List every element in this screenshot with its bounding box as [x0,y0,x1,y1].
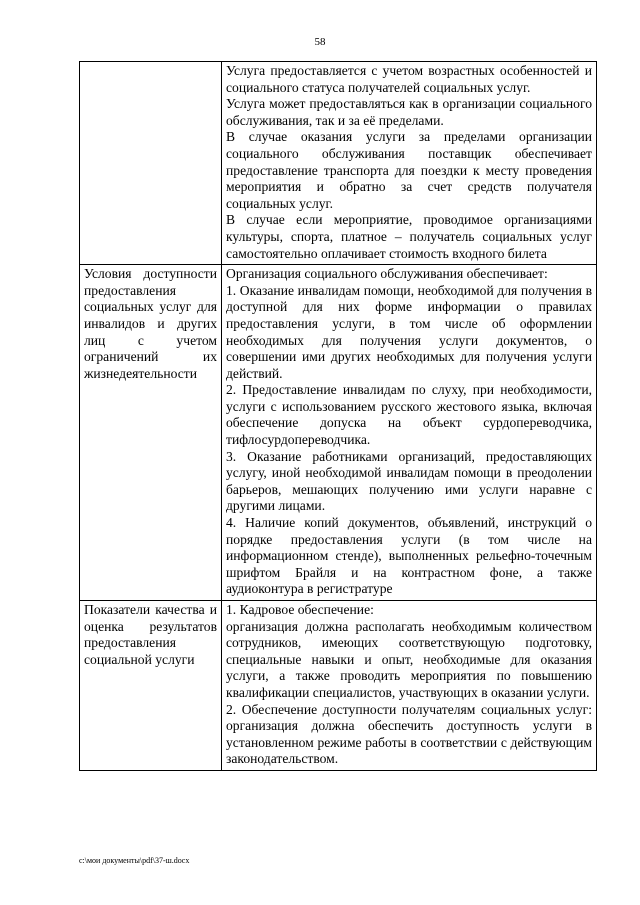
row-label-cell [80,62,222,265]
paragraph: 4. Наличие копий документов, объявлений, инструкций о порядке предоставления услуги (в том числе на информационном стенде), выполненных рельефно-точечным шрифтом Брайля и на контрастном фоне, а также аудиоконтура в регистратуре [226,515,592,597]
row-content-cell [222,62,597,265]
paragraph: В случае если мероприятие, проводимое организациями культуры, спорта, платное – получатель социальных услуг самостоятельно оплачивает стоимость входного билета [226,212,592,261]
paragraph: 1. Кадровое обеспечение: [226,602,374,617]
services-table [79,61,597,771]
row-label-cell [80,265,222,601]
row-label: Показатели качества и оценка результатов предоставления социальной услуги [84,602,217,667]
paragraph: 2. Обеспечение доступности получателям социальных услуг: организация должна обеспечить доступность услуги в установленном режиме работы в соответствии с действующим законодательством. [226,701,592,767]
table-row [80,601,597,771]
paragraph: Организация социального обслуживания обеспечивает: [226,266,548,282]
paragraph: организация должна располагать необходимым количеством сотрудников, имеющих соответствующую подготовку, специальные навыки и опыт, необходимые для оказания услуги, а также проводить мероприятия по повышению квалификации специалистов, участвующих в оказании услуги. [226,618,592,700]
paragraph: В случае оказания услуги за пределами организации социального обслуживания поставщик обеспечивает предоставление транспорта для поездки к месту проведения мероприятия и обратно за счет средств получателя социальных услуг. [226,129,592,211]
paragraph: Услуга может предоставляться как в организации социального обслуживания, так и за её пределами. [226,96,592,128]
paragraph: 2. Предоставление инвалидам по слуху, при необходимости, услуги с использованием русского жестового языка, включая обеспечение допуска на объект сурдопереводчика, тифлосурдопереводчика. [226,382,592,448]
row-content-cell [222,265,597,601]
paragraph: 3. Оказание работниками организаций, предоставляющих услугу, иной необходимой инвалидам помощи в преодолении барьеров, мешающих получению ими услуги наравне с другими лицами. [226,448,592,514]
page-number: 58 [314,36,326,48]
paragraph: Услуга предоставляется с учетом возрастных особенностей и социального статуса получателей социальных услуг. [226,63,592,95]
row-label: Условия доступности предоставления социальных услуг для инвалидов и других лиц с учетом ограничений их жизнедеятельности [84,266,217,381]
row-content-cell [222,601,597,771]
paragraph: 1. Оказание инвалидам помощи, необходимой для получения в доступной для них форме информации о правилах предоставления услуги, в том числе об оформлении необходимых для получения услуги документов, о совершении ими других необходимых для получения услуги действий. [226,282,592,381]
table-row [80,265,597,601]
row-label-cell [80,601,222,771]
file-path-footer: c:\мои документы\pdf\37-ш.docx [79,856,190,865]
table-row [80,62,597,265]
